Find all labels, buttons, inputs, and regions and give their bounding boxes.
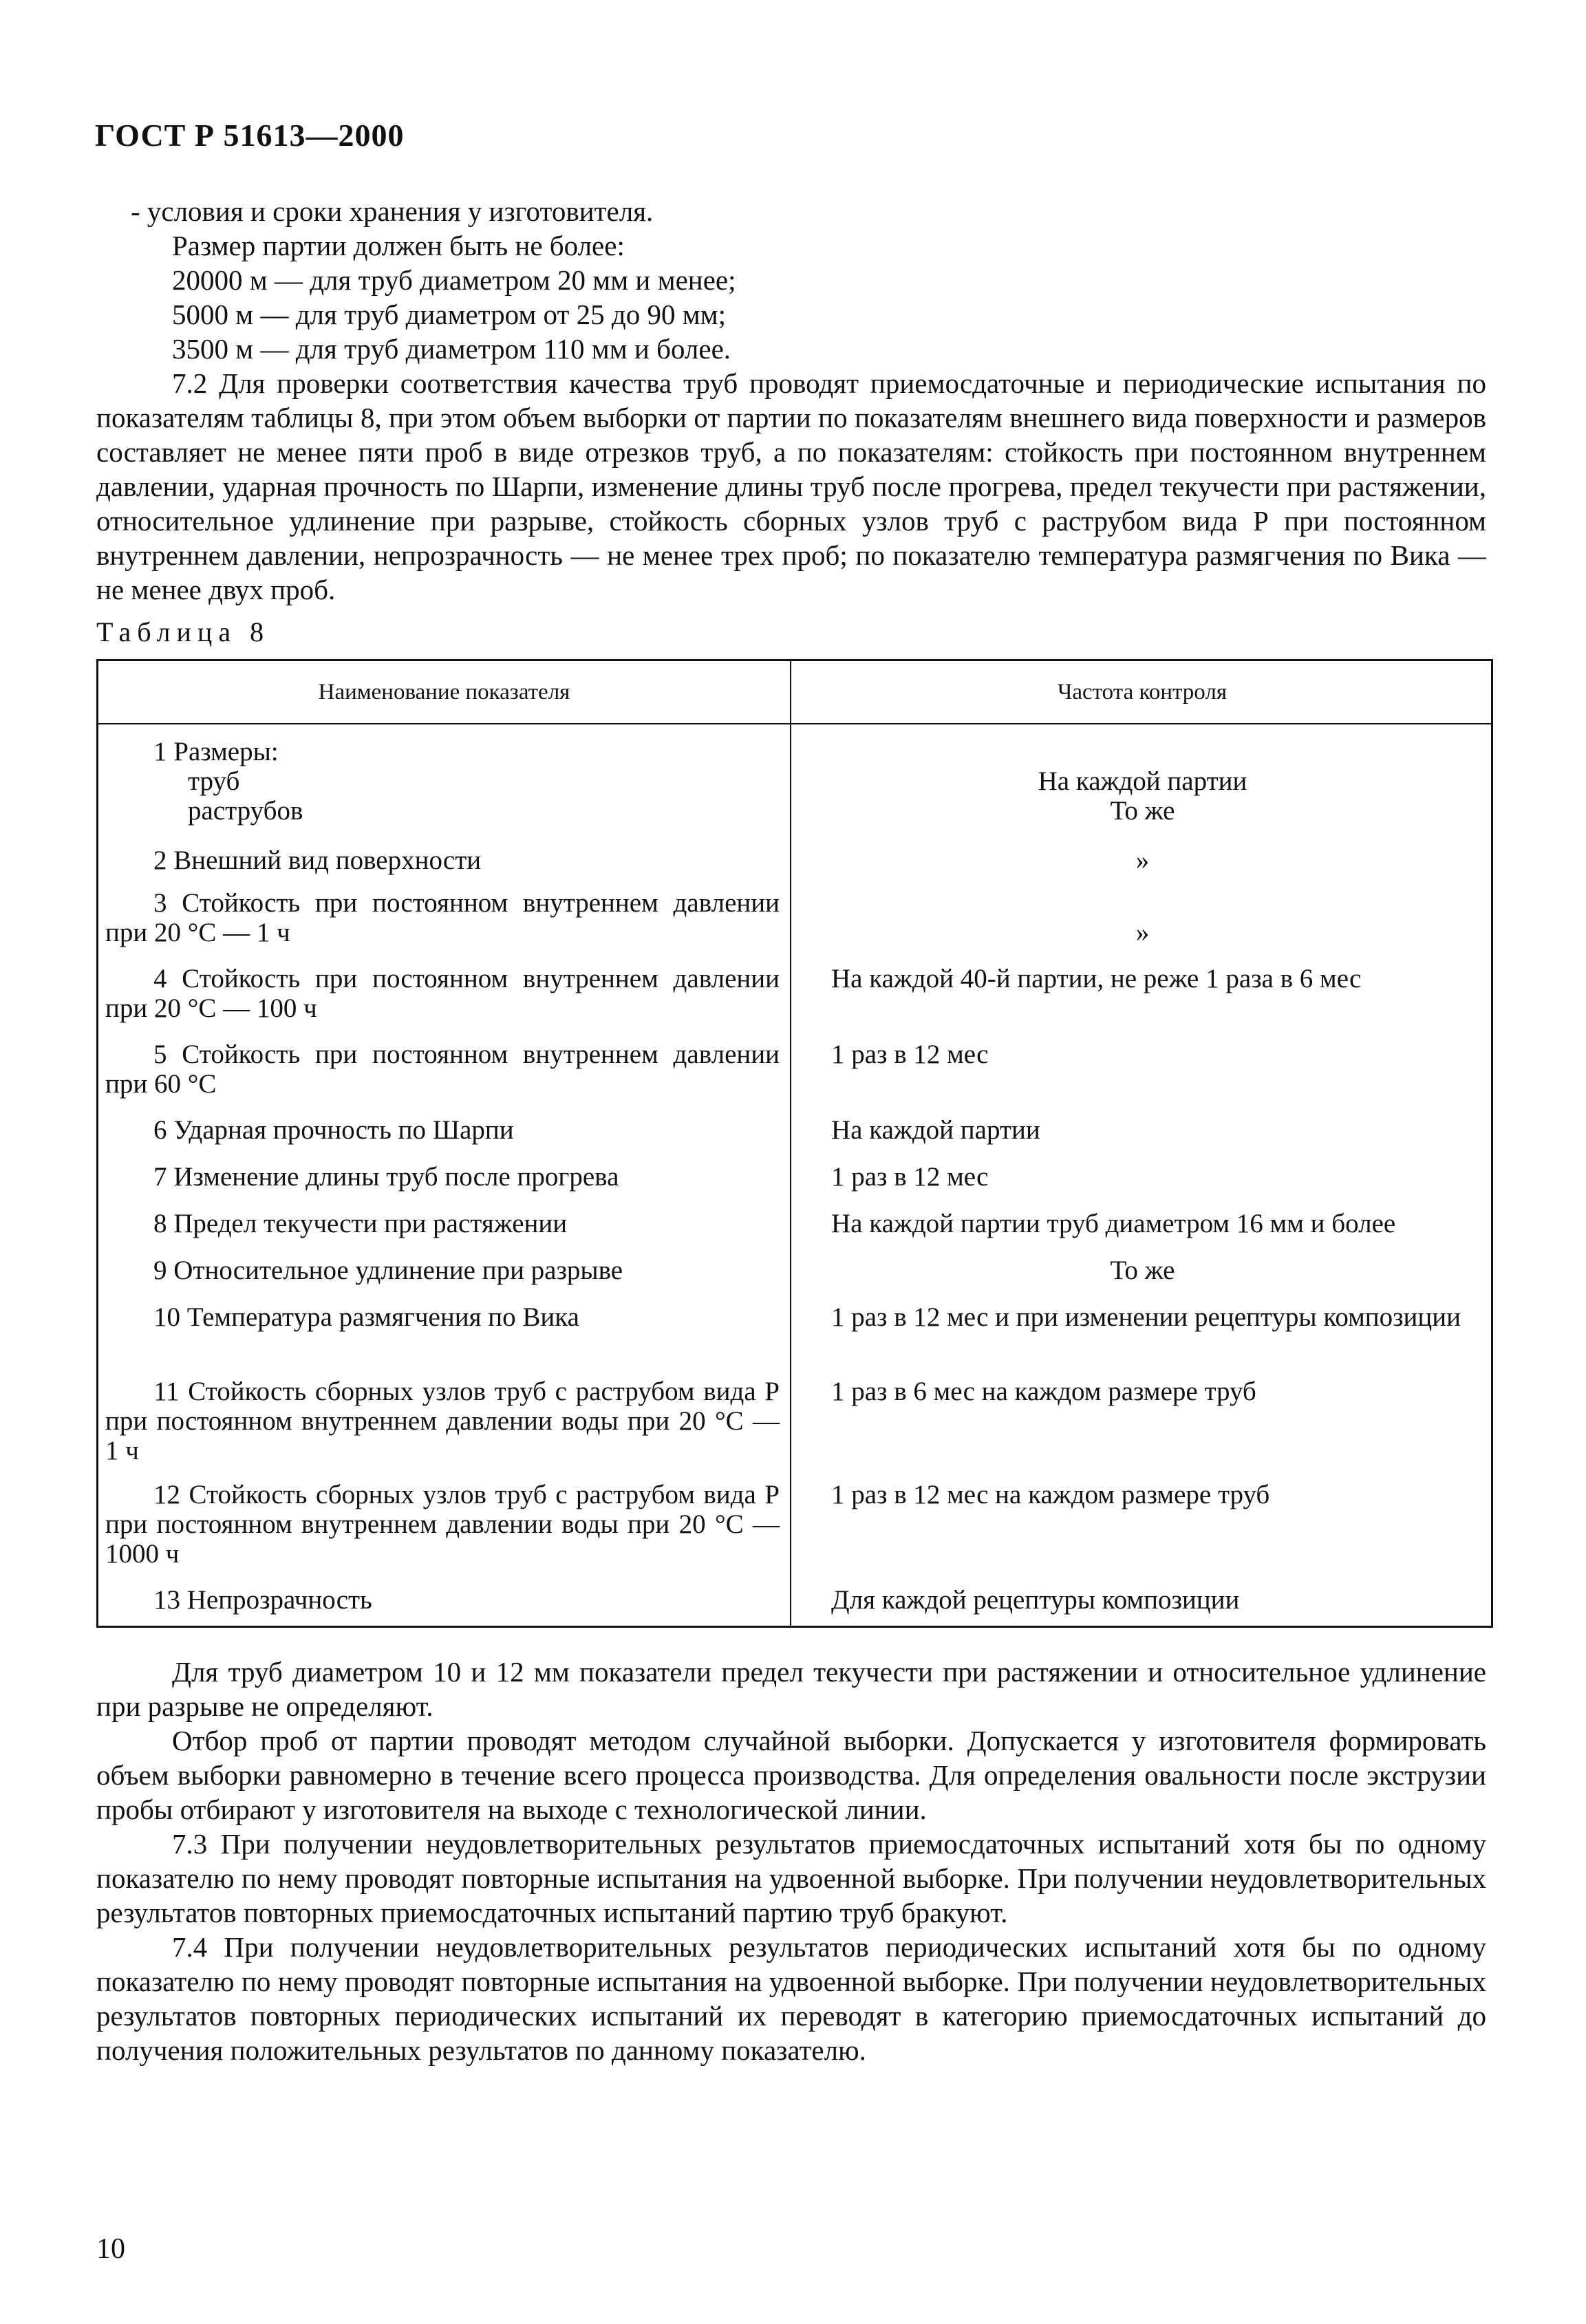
row-name-text: 3 Стойкость при постоянном внутреннем давлении при 20 °С — 1 ч — [105, 888, 780, 947]
row-frequency: 1 раз в 12 мес и при изменении рецептуры композиции — [831, 1302, 1461, 1332]
row-name — [105, 737, 780, 826]
row-name — [105, 1377, 780, 1465]
document-header: ГОСТ Р 51613—2000 — [95, 118, 405, 153]
row-frequency: 1 раз в 12 мес — [831, 1040, 989, 1069]
row-frequency: То же — [1110, 1256, 1175, 1285]
table-8 — [96, 659, 1493, 1628]
row-name — [105, 964, 780, 1023]
paragraph-7-3: 7.3 При получении неудовлетворительных результатов приемосдаточных испытаний хотя бы по одному показателю по нему проводят повторные испытания на удвоенной выборке. При получении неудовлетворительных результатов повторных приемосдаточных испытаний партию труб бракуют. — [96, 1828, 1486, 1928]
row-frequency: 1 раз в 6 мес на каждом размере труб — [831, 1377, 1256, 1406]
row-frequency-text: На каждой партии — [1038, 766, 1247, 796]
paragraph-7-2: 7.2 Для проверки соответствия качества труб проводят приемосдаточные и периодические испытания по показателям таблицы 8, при этом объем выборки от партии по показателям внешнего вида поверхности и размеров составляет не менее пяти проб в виде отрезков труб, а по показателям: стойкость при постоянном внутреннем давлении, ударная прочность по Шарпи, изменение длины труб после прогрева, предел текучести при растяжении, относительное удлинение при разрыве, стойкость сборных узлов труб с раструбом вида Р при постоянном внутреннем давлении, непрозрачность — не менее трех проб; по показателю температура размягчения по Вика — не менее двух проб. — [96, 367, 1486, 605]
intro-line: 5000 м — для труб диаметром от 25 до 90 мм; — [172, 299, 727, 330]
table-header-frequency: Частота контроля — [1057, 680, 1228, 704]
row-frequency: 1 раз в 12 мес — [831, 1162, 989, 1192]
row-name — [105, 1585, 780, 1615]
row-frequency: » — [1135, 918, 1150, 947]
row-name — [105, 1480, 780, 1569]
table-caption: Таблица 8 — [96, 616, 270, 647]
row-name — [105, 1115, 780, 1145]
paragraph-7-4: 7.4 При получении неудовлетворительных результатов периодических испытаний хотя бы по одному показателю по нему проводят повторные испытания на удвоенной выборке. При получении неудовлетворительных результатов повторных периодических испытаний их переводят в категорию приемосдаточных испытаний до получения положительных результатов по данному показателю. — [96, 1931, 1486, 2066]
row-name-text: 12 Стойкость сборных узлов труб с раструбом вида Р при постоянном внутреннем давлении воды при 20 °С — 1000 ч — [105, 1480, 780, 1569]
row-name-text: 6 Ударная прочность по Шарпи — [153, 1115, 514, 1145]
intro-line: - условия и сроки хранения у изготовителя. — [131, 195, 654, 227]
intro-line: 3500 м — для труб диаметром 110 мм и более. — [172, 333, 731, 365]
row-name — [105, 1209, 780, 1238]
intro-block — [96, 194, 1486, 607]
intro-line: Размер партии должен быть не более: — [172, 230, 625, 261]
paragraph: Для труб диаметром 10 и 12 мм показатели предел текучести при растяжении и относительное удлинение при разрыве не определяют. — [96, 1656, 1486, 1722]
page-number: 10 — [96, 2233, 125, 2265]
row-name-text: 11 Стойкость сборных узлов труб с раструбом вида Р при постоянном внутреннем давлении воды при 20 °С — 1 ч — [105, 1377, 780, 1465]
row-frequency: На каждой партии — [831, 1115, 1040, 1145]
row-name — [105, 888, 780, 947]
row-name-text: 10 Температура размягчения по Вика — [153, 1302, 579, 1332]
row-frequency — [804, 766, 1481, 826]
row-name — [105, 846, 780, 875]
row-name-text: 7 Изменение длины труб после прогрева — [153, 1162, 619, 1192]
row-name-text: 5 Стойкость при постоянном внутреннем давлении при 60 °С — [105, 1040, 780, 1099]
row-name — [105, 1256, 780, 1285]
row-name — [105, 1040, 780, 1099]
row-frequency: » — [1135, 846, 1150, 875]
row-name — [105, 1162, 780, 1192]
row-frequency: На каждой партии труб диаметром 16 мм и более — [831, 1209, 1396, 1238]
paragraph: Отбор проб от партии проводят методом случайной выборки. Допускается у изготовителя формировать объем выборки равномерно в течение всего процесса производства. Для определения овальности после экструзии пробы отбирают у изготовителя на выходе с технологической линии. — [96, 1725, 1486, 1825]
table-header-name: Наименование показателя — [318, 680, 570, 704]
row-frequency-text: То же — [1110, 796, 1175, 826]
row-name-text: 9 Относительное удлинение при разрыве — [153, 1256, 623, 1285]
row-name-text: 1 Размеры: — [153, 737, 279, 766]
row-name-text: 8 Предел текучести при растяжении — [153, 1209, 568, 1238]
row-frequency: На каждой 40-й партии, не реже 1 раза в 6 мес — [831, 964, 1362, 993]
row-name — [105, 1302, 780, 1332]
row-subitem: труб — [188, 766, 240, 796]
after-table-block — [96, 1655, 1486, 2067]
table-header-divider — [98, 723, 1491, 724]
row-frequency: 1 раз в 12 мес на каждом размере труб — [831, 1480, 1270, 1509]
row-name-text: 2 Внешний вид поверхности — [153, 846, 482, 875]
table-column-divider — [790, 661, 791, 1626]
row-name-text: 13 Непрозрачность — [153, 1585, 372, 1615]
row-name-text: 4 Стойкость при постоянном внутреннем давлении при 20 °С — 100 ч — [105, 964, 780, 1023]
row-frequency: Для каждой рецептуры композиции — [831, 1585, 1240, 1615]
intro-line: 20000 м — для труб диаметром 20 мм и менее; — [172, 264, 736, 296]
row-subitem: раструбов — [188, 796, 303, 826]
